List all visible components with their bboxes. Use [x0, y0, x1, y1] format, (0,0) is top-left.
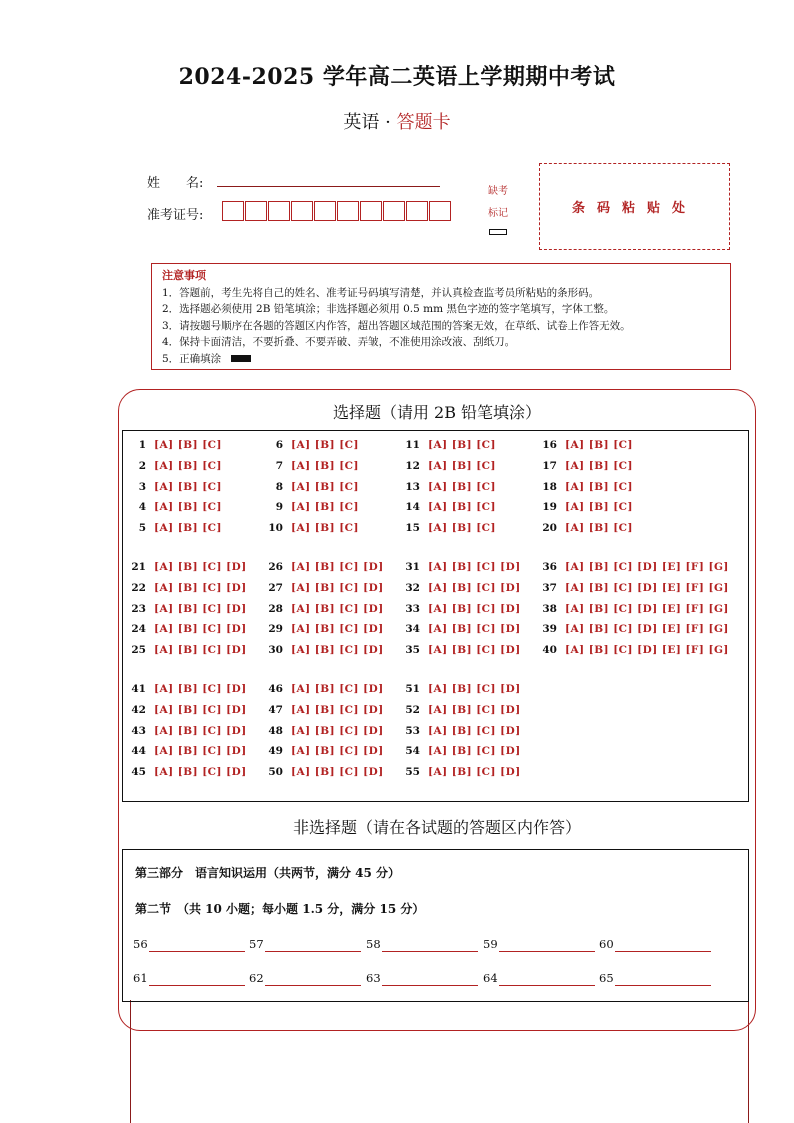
question-number: 1 [138, 439, 146, 451]
blank-line-61[interactable] [149, 985, 245, 986]
mc-question-21[interactable] [124, 561, 247, 573]
question-number: 45 [131, 766, 146, 779]
question-number: 34 [405, 623, 420, 636]
question-number: 40 [542, 644, 557, 657]
blank-number-58: 58 [366, 937, 381, 951]
question-number: 50 [268, 766, 283, 779]
mc-heading: 选择题（请用 2B 铅笔填涂） [332, 403, 542, 422]
blank-number-64: 64 [483, 971, 498, 985]
id-digit-box[interactable] [337, 201, 359, 221]
mc-question-12[interactable] [398, 460, 496, 472]
answer-options[interactable]: [A] [B] [C] [D] [428, 581, 521, 594]
answer-options[interactable]: [A] [B] [C] [428, 439, 496, 451]
blank-number-56: 56 [133, 937, 148, 951]
answer-options[interactable]: [A] [B] [C] [D] [154, 703, 247, 716]
answer-options[interactable]: [A] [B] [C] [154, 439, 222, 451]
subject-label: 英语 · [343, 112, 397, 133]
mc-question-47[interactable] [261, 704, 384, 716]
id-digit-box[interactable] [406, 201, 428, 221]
mc-question-9[interactable] [261, 501, 359, 513]
question-number: 44 [131, 745, 146, 758]
answer-options[interactable]: [A] [B] [C] [565, 522, 633, 535]
mc-question-33[interactable] [398, 603, 521, 615]
answer-options[interactable]: [A] [B] [C] [D] [154, 602, 247, 615]
answer-options[interactable]: [A] [B] [C] [D] [291, 644, 384, 657]
mc-question-45[interactable] [124, 766, 247, 778]
mc-question-36[interactable] [535, 561, 729, 573]
answer-options[interactable]: [A] [B] [C] [D] [154, 745, 247, 758]
question-number: 43 [131, 724, 146, 737]
id-digit-box[interactable] [245, 201, 267, 221]
answer-options[interactable]: [A] [B] [C] [565, 501, 633, 514]
mc-question-6[interactable] [261, 439, 359, 451]
id-digit-box[interactable] [314, 201, 336, 221]
nonmc-heading: 非选择题（请在各试题的答题区内作答） [292, 818, 581, 837]
blank-line-57[interactable] [265, 951, 361, 952]
answer-options[interactable]: [A] [B] [C] [D] [291, 703, 384, 716]
question-number: 52 [405, 703, 420, 716]
answer-card-label: 答题卡 [396, 112, 451, 133]
question-number: 30 [268, 644, 283, 657]
mc-question-25[interactable] [124, 644, 247, 656]
question-number: 55 [405, 766, 420, 779]
mc-question-38[interactable] [535, 603, 729, 615]
question-number: 32 [405, 581, 420, 594]
blank-line-64[interactable] [499, 985, 595, 986]
question-number: 20 [542, 522, 557, 535]
answer-options[interactable]: [A] [B] [C] [428, 522, 496, 535]
mc-question-40[interactable] [535, 644, 729, 656]
page-subtitle [0, 108, 794, 134]
blank-number-59: 59 [483, 937, 498, 951]
question-number: 24 [131, 623, 146, 636]
answer-options[interactable]: [A] [B] [C] [154, 480, 222, 493]
barcode-area [539, 163, 730, 250]
mc-question-31[interactable] [398, 561, 521, 573]
answer-options[interactable]: [A] [B] [C] [D] [154, 623, 247, 636]
question-number: 5 [138, 522, 146, 535]
mc-question-4[interactable] [124, 501, 222, 513]
question-number: 25 [131, 644, 146, 657]
answer-options[interactable]: [A] [B] [C] [D] [154, 581, 247, 594]
mc-question-43[interactable] [124, 725, 247, 737]
question-number: 37 [542, 581, 557, 594]
answer-options[interactable]: [A] [B] [C] [154, 501, 222, 514]
mc-question-16[interactable] [535, 439, 633, 451]
nonmc-answer-box [122, 849, 749, 1002]
mc-question-44[interactable] [124, 745, 247, 757]
mc-question-17[interactable] [535, 460, 633, 472]
question-number: 9 [275, 501, 283, 514]
question-number: 15 [405, 522, 420, 535]
answer-options[interactable]: [A] [B] [C] [428, 501, 496, 514]
mc-question-15[interactable] [398, 522, 496, 534]
question-number: 38 [542, 602, 557, 615]
notice-item: 3．请按题号顺序在各题的答题区内作答，超出答题区域范围的答案无效，在草纸、试卷上作答无效。 [162, 319, 631, 332]
answer-options[interactable]: [A] [B] [C] [D] [428, 623, 521, 636]
mc-question-3[interactable] [124, 481, 222, 493]
question-number: 42 [131, 703, 146, 716]
blank-number-63: 63 [366, 971, 381, 985]
answer-options[interactable]: [A] [B] [C] [154, 459, 222, 472]
notice-box [151, 263, 731, 370]
mc-question-51[interactable] [398, 683, 521, 695]
question-number: 4 [138, 501, 146, 514]
mc-question-41[interactable] [124, 683, 247, 695]
question-number: 2 [138, 459, 146, 472]
mc-question-11[interactable] [398, 439, 496, 451]
question-number: 8 [275, 480, 283, 493]
fill-sample-icon [231, 355, 251, 362]
mc-question-35[interactable] [398, 644, 521, 656]
question-number: 28 [268, 602, 283, 615]
answer-options[interactable]: [A] [B] [C] [D] [428, 683, 521, 695]
mc-question-29[interactable] [261, 623, 384, 635]
answer-options[interactable]: [A] [B] [C] [D] [291, 724, 384, 737]
mc-question-13[interactable] [398, 481, 496, 493]
mc-question-34[interactable] [398, 623, 521, 635]
question-number: 3 [138, 480, 146, 493]
answer-options[interactable]: [A] [B] [C] [D] [E] [F] [G] [565, 644, 729, 657]
question-number: 14 [405, 501, 420, 514]
answer-options[interactable]: [A] [B] [C] [D] [291, 602, 384, 615]
notice-item-fill [162, 351, 720, 368]
mc-question-54[interactable] [398, 745, 521, 757]
answer-options[interactable]: [A] [B] [C] [D] [291, 683, 384, 695]
absent-label-2: 标记 [488, 208, 508, 219]
answer-options[interactable]: [A] [B] [C] [D] [E] [F] [G] [565, 623, 729, 636]
mc-question-24[interactable] [124, 623, 247, 635]
blank-line-62[interactable] [265, 985, 361, 986]
blank-number-57: 57 [249, 937, 264, 951]
answer-options[interactable]: [A] [B] [C] [565, 459, 633, 472]
question-number: 17 [542, 459, 557, 472]
answer-options[interactable]: [A] [B] [C] [D] [291, 561, 384, 573]
mc-question-52[interactable] [398, 704, 521, 716]
id-digit-box[interactable] [360, 201, 382, 221]
id-number-boxes[interactable] [222, 201, 452, 221]
question-number: 48 [268, 724, 283, 737]
id-digit-box[interactable] [383, 201, 405, 221]
question-number: 21 [131, 561, 146, 573]
mc-question-49[interactable] [261, 745, 384, 757]
blank-line-65[interactable] [615, 985, 711, 986]
mc-question-2[interactable] [124, 460, 222, 472]
question-number: 35 [405, 644, 420, 657]
blank-line-59[interactable] [499, 951, 595, 952]
answer-options[interactable]: [A] [B] [C] [D] [428, 703, 521, 716]
answer-options[interactable]: [A] [B] [C] [D] [291, 581, 384, 594]
question-number: 39 [542, 623, 557, 636]
mc-question-30[interactable] [261, 644, 384, 656]
mc-question-46[interactable] [261, 683, 384, 695]
question-number: 46 [268, 683, 283, 695]
question-number: 53 [405, 724, 420, 737]
question-number: 51 [405, 683, 420, 695]
answer-options[interactable]: [A] [B] [C] [D] [E] [F] [G] [565, 561, 729, 573]
section-title: 第二节 （共 10 小题；每小题 1.5 分，满分 15 分） [135, 902, 425, 916]
answer-options[interactable]: [A] [B] [C] [D] [428, 766, 521, 779]
answer-options[interactable]: [A] [B] [C] [D] [291, 745, 384, 758]
notice-item: 5．正确填涂 [162, 352, 222, 365]
notice-item: 2．选择题必须使用 2B 铅笔填涂；非选择题必须用 0.5 mm 黑色字迹的签字笔填写，字体工整。 [162, 303, 615, 315]
blank-number-61: 61 [133, 971, 148, 985]
answer-options[interactable]: [A] [B] [C] [291, 501, 359, 514]
mc-question-39[interactable] [535, 623, 729, 635]
mc-question-14[interactable] [398, 501, 496, 513]
blank-number-62: 62 [249, 971, 264, 985]
blank-line-60[interactable] [615, 951, 711, 952]
question-number: 6 [275, 439, 283, 451]
answer-options[interactable]: [A] [B] [C] [D] [428, 644, 521, 657]
question-number: 26 [268, 561, 283, 573]
mc-question-53[interactable] [398, 725, 521, 737]
question-number: 22 [131, 581, 146, 594]
question-number: 12 [405, 459, 420, 472]
mc-question-7[interactable] [261, 460, 359, 472]
answer-options[interactable]: [A] [B] [C] [D] [291, 623, 384, 636]
id-digit-box[interactable] [291, 201, 313, 221]
absent-label-1: 缺考 [488, 186, 508, 197]
question-number: 49 [268, 745, 283, 758]
absent-mark-label [480, 183, 516, 223]
answer-options[interactable]: [A] [B] [C] [D] [E] [F] [G] [565, 581, 729, 594]
id-digit-box[interactable] [268, 201, 290, 221]
mc-question-5[interactable] [124, 522, 222, 534]
question-number: 33 [405, 602, 420, 615]
answer-options[interactable]: [A] [B] [C] [291, 480, 359, 493]
notice-item: 4．保持卡面清洁，不要折叠、不要弄破、弄皱，不准使用涂改液、刮纸刀。 [162, 336, 516, 348]
question-number: 16 [542, 439, 557, 451]
mc-question-48[interactable] [261, 725, 384, 737]
answer-options[interactable]: [A] [B] [C] [291, 439, 359, 451]
question-number: 47 [268, 703, 283, 716]
mc-question-50[interactable] [261, 766, 384, 778]
blank-line-63[interactable] [382, 985, 478, 986]
name-field[interactable] [217, 186, 440, 187]
mc-question-42[interactable] [124, 704, 247, 716]
mc-question-23[interactable] [124, 603, 247, 615]
mc-question-26[interactable] [261, 561, 384, 573]
answer-options[interactable]: [A] [B] [C] [D] [154, 561, 247, 573]
blank-number-65: 65 [599, 971, 614, 985]
blank-line-56[interactable] [149, 951, 245, 952]
mc-question-18[interactable] [535, 481, 633, 493]
mc-question-10[interactable] [261, 522, 359, 534]
answer-options[interactable]: [A] [B] [C] [428, 480, 496, 493]
answer-options[interactable]: [A] [B] [C] [D] [E] [F] [G] [565, 602, 729, 615]
question-number: 31 [405, 561, 420, 573]
blank-line-58[interactable] [382, 951, 478, 952]
answer-options[interactable]: [A] [B] [C] [D] [154, 766, 247, 779]
question-number: 23 [131, 602, 146, 615]
mc-question-32[interactable] [398, 582, 521, 594]
answer-options[interactable]: [A] [B] [C] [428, 459, 496, 472]
mc-question-22[interactable] [124, 582, 247, 594]
answer-options[interactable]: [A] [B] [C] [D] [291, 766, 384, 779]
notice-title: 注意事项 [162, 269, 206, 282]
answer-options[interactable]: [A] [B] [C] [D] [428, 745, 521, 758]
mc-question-27[interactable] [261, 582, 384, 594]
mc-question-1[interactable] [124, 439, 222, 451]
answer-options[interactable]: [A] [B] [C] [154, 522, 222, 535]
question-number: 27 [268, 581, 283, 594]
question-number: 19 [542, 501, 557, 514]
answer-options[interactable]: [A] [B] [C] [291, 522, 359, 535]
answer-options[interactable]: [A] [B] [C] [D] [428, 602, 521, 615]
mc-question-55[interactable] [398, 766, 521, 778]
id-label: 准考证号: [147, 208, 204, 223]
answer-options[interactable]: [A] [B] [C] [565, 439, 633, 451]
name-label: 姓 名: [147, 176, 204, 191]
id-digit-box[interactable] [222, 201, 244, 221]
question-number: 7 [275, 459, 283, 472]
mc-question-28[interactable] [261, 603, 384, 615]
answer-options[interactable]: [A] [B] [C] [D] [428, 724, 521, 737]
page-title: 2024-2025 学年高二英语上学期期中考试 [178, 64, 616, 90]
answer-options[interactable]: [A] [B] [C] [565, 480, 633, 493]
question-number: 54 [405, 745, 420, 758]
question-number: 36 [542, 561, 557, 573]
id-digit-box[interactable] [429, 201, 451, 221]
question-number: 13 [405, 480, 420, 493]
part-title: 第三部分 语言知识运用（共两节，满分 45 分） [135, 866, 401, 880]
notice-item: 1．答题前，考生先将自己的姓名、准考证号码填写清楚，并认真检查监考员所粘贴的条形码。 [162, 286, 600, 299]
mc-question-8[interactable] [261, 481, 359, 493]
answer-options[interactable]: [A] [B] [C] [291, 459, 359, 472]
question-number: 41 [131, 683, 146, 695]
question-number: 10 [268, 522, 283, 535]
question-number: 29 [268, 623, 283, 636]
absent-checkbox[interactable] [489, 229, 507, 235]
barcode-label: 条码粘贴处 [571, 201, 697, 216]
question-number: 11 [405, 439, 420, 451]
mc-question-19[interactable] [535, 501, 633, 513]
answer-options[interactable]: [A] [B] [C] [D] [428, 561, 521, 573]
blank-number-60: 60 [599, 937, 614, 951]
answer-options[interactable]: [A] [B] [C] [D] [154, 724, 247, 737]
mc-question-37[interactable] [535, 582, 729, 594]
answer-options[interactable]: [A] [B] [C] [D] [154, 644, 247, 657]
mc-question-20[interactable] [535, 522, 633, 534]
answer-options[interactable]: [A] [B] [C] [D] [154, 683, 247, 695]
question-number: 18 [542, 480, 557, 493]
